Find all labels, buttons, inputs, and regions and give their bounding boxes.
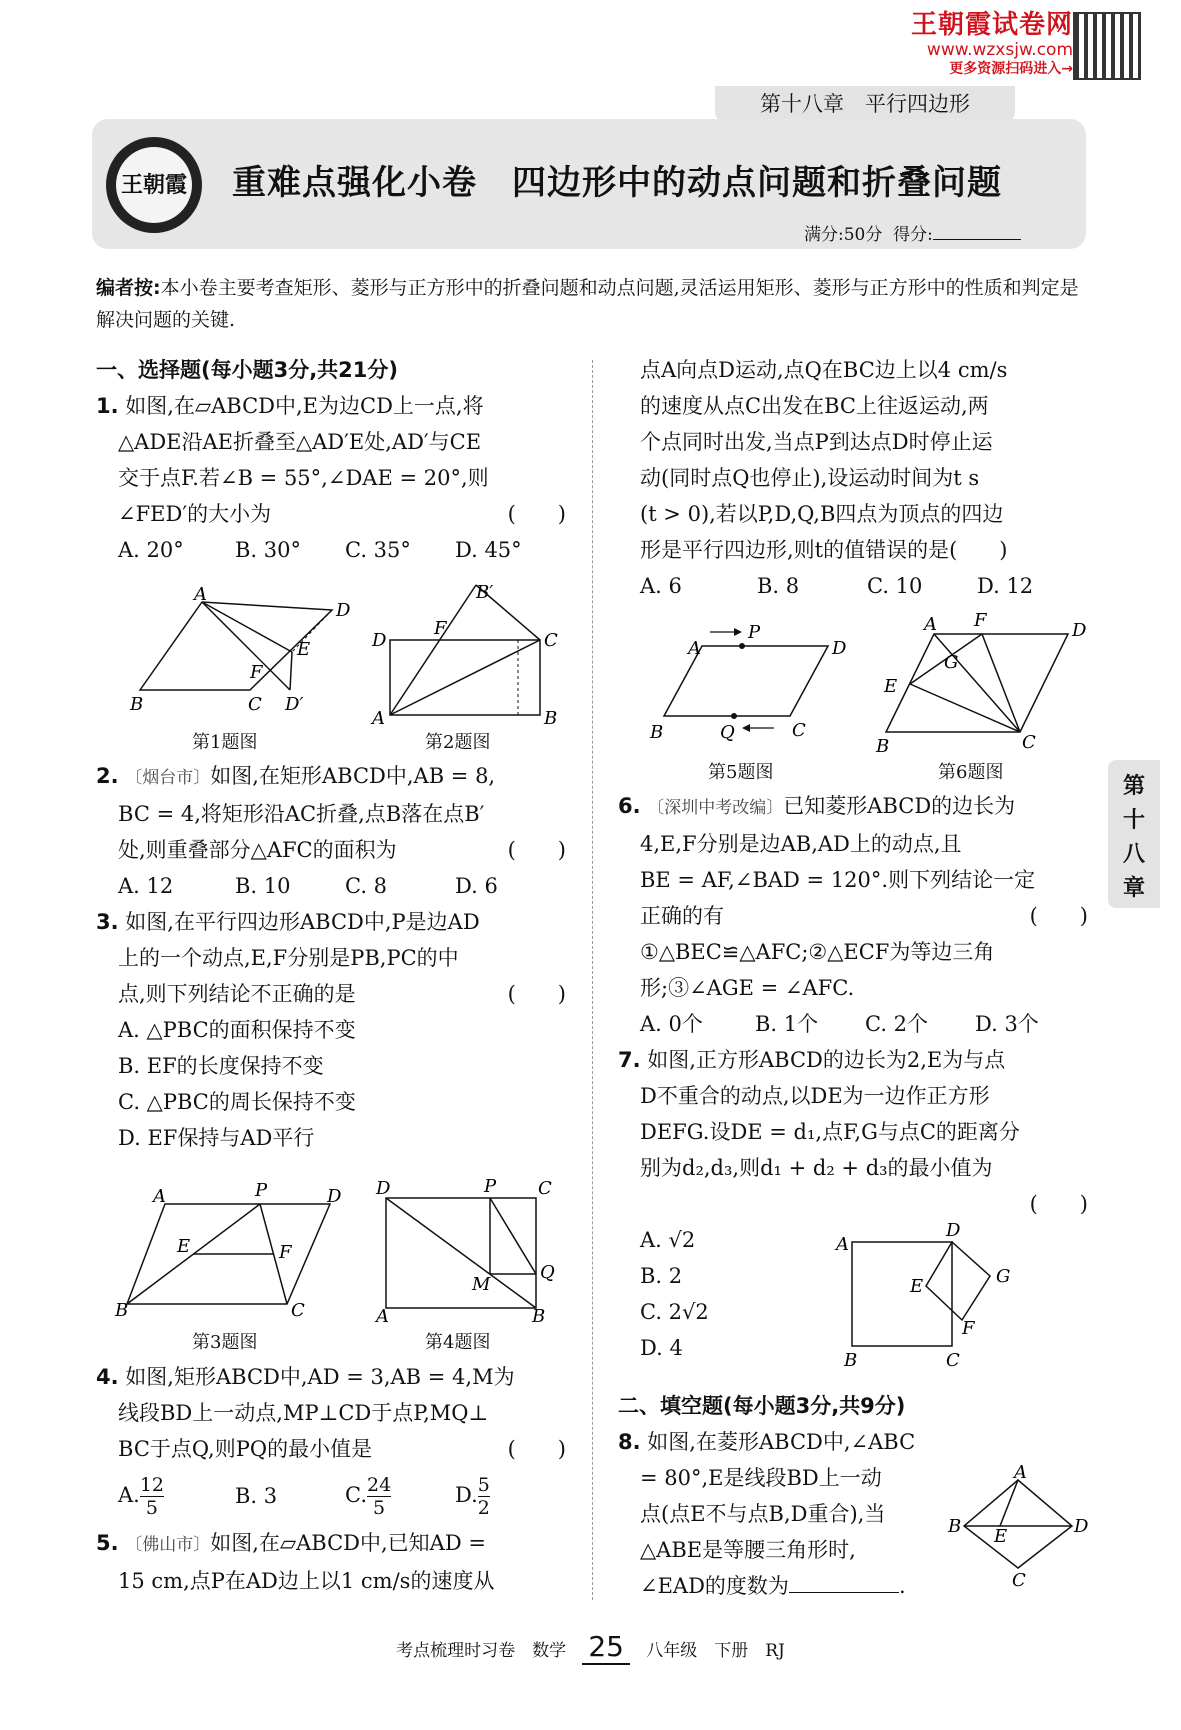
svg-text:C: C — [1022, 732, 1036, 753]
q6-line: ①△BEC≌△AFC;②△ECF为等边三角 — [640, 940, 995, 964]
figure-4 — [372, 1176, 572, 1327]
svg-text:G: G — [996, 1266, 1011, 1287]
svg-text:E: E — [297, 639, 311, 660]
q4-line: 如图,矩形ABCD中,AD = 3,AB = 4,M为 — [125, 1365, 515, 1389]
editor-note — [96, 272, 1088, 336]
chapter-header: 第十八章 平行四边形 — [715, 86, 1015, 122]
option[interactable]: C. 8 — [345, 874, 388, 898]
svg-text:C: C — [538, 1178, 552, 1199]
logo-seal-icon — [106, 137, 202, 233]
answer-paren[interactable]: ( ) — [507, 1437, 566, 1461]
figure-6-caption: 第6题图 — [938, 762, 1004, 783]
q7-line: DEFG.设DE = d₁,点F,G与点C的距离分 — [640, 1120, 1020, 1144]
svg-text:B: B — [650, 722, 664, 743]
svg-text:B: B — [948, 1516, 962, 1537]
section-fill-title: 二、填空题(每小题3分,共9分) — [618, 1394, 906, 1418]
figure-2 — [368, 580, 568, 729]
option[interactable]: D. 3个 — [975, 1012, 1039, 1036]
q5-line: 点A向点D运动,点Q在BC边上以4 cm/s — [640, 358, 1008, 382]
full-score: 满分:50分 — [804, 225, 883, 245]
svg-text:A: A — [836, 1234, 849, 1255]
svg-text:F: F — [250, 662, 263, 683]
q5-line: (t > 0),若以P,D,Q,B四点为顶点的四边 — [640, 502, 1004, 526]
q5-line: 如图,在▱ABCD中,已知AD = — [210, 1531, 486, 1555]
figure-8 — [948, 1462, 1089, 1591]
option[interactable]: B. EF的长度保持不变 — [118, 1054, 324, 1078]
question-1 — [96, 388, 566, 568]
numerator: 5 — [477, 1473, 490, 1496]
q5-line: 动(同时点Q也停止),设运动时间为t s — [640, 466, 980, 490]
option[interactable]: A. 0个 — [640, 1012, 703, 1036]
figure-5-caption: 第5题图 — [708, 762, 774, 783]
left-column-3 — [96, 1359, 566, 1599]
q8-number: 8. — [618, 1430, 641, 1454]
option[interactable]: A. √2 — [640, 1228, 696, 1252]
denominator: 5 — [145, 1496, 158, 1519]
option[interactable]: B. 10 — [235, 874, 291, 898]
svg-text:G: G — [944, 652, 959, 673]
figure-3-caption: 第3题图 — [192, 1332, 258, 1353]
logo-text: 王朝霞 — [116, 147, 192, 223]
column-divider — [592, 360, 593, 1600]
option[interactable]: C. 35° — [345, 538, 411, 562]
q7-line: D不重合的动点,以DE为一边作正方形 — [640, 1084, 990, 1108]
option[interactable]: D. 6 — [455, 874, 498, 898]
svg-text:A: A — [376, 1306, 389, 1327]
option[interactable]: D. 45° — [455, 538, 522, 562]
svg-text:D: D — [946, 1220, 961, 1241]
svg-text:P: P — [748, 622, 761, 643]
answer-paren[interactable]: ( ) — [507, 502, 566, 526]
q2-line: 处,则重叠部分△AFC的面积为 — [118, 838, 397, 862]
option[interactable]: B. 8 — [757, 574, 800, 598]
option[interactable]: D. 4 — [640, 1336, 683, 1360]
q4-line: 线段BD上一动点,MP⊥CD于点P,MQ⊥ — [118, 1401, 489, 1425]
score-blank[interactable] — [933, 223, 1021, 240]
q1-options — [96, 532, 566, 568]
side-chapter-tab[interactable] — [1108, 760, 1160, 908]
brand-tip: 更多资源扫码进入→ — [949, 61, 1073, 77]
option[interactable]: A. △PBC的面积保持不变 — [118, 1018, 356, 1042]
svg-text:E: E — [994, 1526, 1008, 1547]
svg-text:F: F — [434, 618, 447, 639]
q8-line: △ABE是等腰三角形时, — [640, 1538, 856, 1562]
answer-paren[interactable]: ( ) — [1029, 904, 1088, 928]
q6-line: 正确的有 — [640, 904, 724, 928]
figure-1 — [120, 584, 351, 720]
denominator: 5 — [373, 1496, 386, 1519]
option-letter: C. — [345, 1482, 367, 1507]
q4-number: 4. — [96, 1365, 119, 1389]
option[interactable]: D. 12 — [977, 574, 1034, 598]
q6-line: BE = AF,∠BAD = 120°.则下列结论一定 — [640, 868, 1036, 892]
q5-line: 形是平行四边形,则t的值错误的是( ) — [640, 538, 1008, 562]
option[interactable] — [345, 1474, 455, 1519]
q7-number: 7. — [618, 1048, 641, 1072]
svg-text:A: A — [924, 614, 937, 635]
rhombus-abcd — [964, 1480, 1072, 1568]
q1-line: ∠FED′的大小为 — [118, 502, 272, 526]
q6-line: 形;③∠AGE = ∠AFC. — [640, 976, 855, 1000]
q2-number: 2. — [96, 764, 119, 788]
q1-line: △ADE沿AE折叠至△AD′E处,AD′与CE — [118, 430, 482, 454]
q5-line: 的速度从点C出发在BC上往返运动,两 — [640, 394, 989, 418]
score-line — [804, 220, 1021, 245]
option[interactable]: C. 2√2 — [640, 1300, 709, 1324]
page-footer — [0, 1630, 1181, 1663]
svg-text:C: C — [248, 694, 262, 715]
question-3 — [96, 904, 566, 1156]
side-tab-char: 第 — [1122, 774, 1145, 799]
q6-line: 已知菱形ABCD的边长为 — [783, 794, 1016, 818]
svg-text:B′: B′ — [476, 582, 494, 603]
svg-text:D: D — [832, 638, 847, 659]
side-tab-char: 十 — [1122, 808, 1145, 833]
brand-url[interactable]: www.wzxsjw.com — [926, 40, 1073, 60]
svg-text:P: P — [255, 1180, 268, 1201]
option[interactable] — [118, 1474, 235, 1519]
svg-text:B: B — [544, 708, 558, 729]
svg-text:C: C — [946, 1350, 960, 1371]
svg-text:F: F — [974, 610, 987, 631]
section-choice-title: 一、选择题(每小题3分,共21分) — [96, 358, 399, 382]
svg-text:M: M — [472, 1274, 491, 1295]
answer-paren[interactable]: ( ) — [507, 838, 566, 862]
option[interactable]: B. 1个 — [755, 1012, 819, 1036]
option-letter: A. — [118, 1482, 140, 1507]
q4-line: BC于点Q,则PQ的最小值是 — [118, 1437, 373, 1461]
q2-source-tag: 〔烟台市〕 — [125, 768, 211, 788]
option[interactable]: B. 2 — [640, 1264, 683, 1288]
option[interactable]: B. 3 — [235, 1484, 278, 1508]
svg-text:D: D — [376, 1178, 391, 1199]
answer-paren[interactable]: ( ) — [507, 982, 566, 1006]
svg-text:D: D — [1074, 1516, 1089, 1537]
q3-line: 如图,在平行四边形ABCD中,P是边AD — [125, 910, 480, 934]
q6-line: 4,E,F分别是边AB,AD上的动点,且 — [640, 832, 962, 856]
figure-2-caption: 第2题图 — [425, 732, 491, 753]
svg-text:C: C — [1012, 1570, 1026, 1591]
svg-text:B: B — [876, 736, 890, 757]
option[interactable]: C. 2个 — [865, 1012, 929, 1036]
brand-name: 王朝霞试卷网 — [910, 10, 1073, 40]
option[interactable]: B. 30° — [235, 538, 302, 562]
q8-end: . — [898, 1574, 906, 1598]
option[interactable]: C. △PBC的周长保持不变 — [118, 1090, 356, 1114]
figure-5 — [650, 620, 860, 748]
page-number: 25 — [582, 1630, 630, 1665]
svg-text:A: A — [688, 638, 701, 659]
svg-text:A: A — [153, 1186, 166, 1207]
option[interactable]: D. EF保持与AD平行 — [118, 1126, 315, 1150]
numerator: 12 — [139, 1473, 165, 1496]
q6-number: 6. — [618, 794, 641, 818]
q8-line: = 80°,E是线段BD上一动 — [640, 1466, 882, 1490]
figure-3 — [115, 1182, 345, 1322]
svg-text:B: B — [532, 1306, 546, 1327]
figure-7 — [830, 1220, 1030, 1370]
svg-text:C: C — [291, 1300, 305, 1321]
svg-text:B: B — [844, 1350, 858, 1371]
q1-number: 1. — [96, 394, 119, 418]
q1-line: 如图,在▱ABCD中,E为边CD上一点,将 — [125, 394, 484, 418]
note-label: 编者按: — [96, 277, 161, 299]
right-column — [618, 352, 1088, 604]
left-column-2 — [96, 758, 566, 1156]
q3-line: 点,则下列结论不正确的是 — [118, 982, 356, 1006]
svg-text:E: E — [884, 676, 898, 697]
option[interactable] — [455, 1474, 490, 1519]
figure-1-caption: 第1题图 — [192, 732, 258, 753]
q5-number: 5. — [96, 1531, 119, 1555]
side-tab-char: 八 — [1122, 842, 1145, 867]
svg-text:A: A — [194, 584, 207, 605]
q3-number: 3. — [96, 910, 119, 934]
q5-line: 15 cm,点P在AD边上以1 cm/s的速度从 — [118, 1569, 495, 1593]
question-5-start — [96, 1525, 566, 1599]
svg-text:C: C — [792, 720, 806, 741]
footer-left: 考点梳理时习卷 数学 — [396, 1641, 567, 1661]
svg-text:A: A — [372, 708, 385, 729]
q8-line: 如图,在菱形ABCD中,∠ABC — [647, 1430, 916, 1454]
svg-text:E: E — [910, 1276, 924, 1297]
q6-source-tag: 〔深圳中考改编〕 — [647, 798, 784, 818]
q5-line: 个点同时出发,当点P到达点D时停止运 — [640, 430, 993, 454]
svg-text:F: F — [962, 1318, 975, 1339]
side-tab-char: 章 — [1122, 876, 1145, 901]
denominator: 2 — [477, 1496, 490, 1519]
footer-right: 八年级 下册 RJ — [646, 1641, 785, 1661]
svg-text:A: A — [1014, 1462, 1027, 1483]
answer-blank[interactable] — [789, 1592, 899, 1593]
q5-source-tag: 〔佛山市〕 — [125, 1535, 211, 1555]
q3-line: 上的一个动点,E,F分别是PB,PC的中 — [118, 946, 459, 970]
option[interactable]: A. 12 — [118, 874, 174, 898]
qr-code-icon[interactable] — [1073, 12, 1141, 80]
q2-line: BC = 4,将矩形沿AC折叠,点B落在点B′ — [118, 802, 485, 826]
svg-text:F: F — [279, 1242, 292, 1263]
option[interactable]: C. 10 — [867, 574, 923, 598]
q7-line: 如图,正方形ABCD的边长为2,E为与点 — [647, 1048, 1006, 1072]
svg-text:Q: Q — [540, 1262, 555, 1283]
q2-line: 如图,在矩形ABCD中,AB = 8, — [210, 764, 496, 788]
svg-text:D′: D′ — [285, 694, 304, 715]
svg-text:C: C — [544, 630, 558, 651]
numerator: 24 — [367, 1473, 392, 1496]
square-defg — [926, 1242, 990, 1320]
question-6 — [618, 788, 1088, 1042]
svg-text:D: D — [336, 600, 351, 621]
q7-line: 别为d₂,d₃,则d₁ + d₂ + d₃的最小值为 — [640, 1156, 993, 1180]
option[interactable]: A. 20° — [118, 538, 184, 562]
left-column — [96, 352, 566, 568]
score-label: 得分: — [893, 225, 933, 245]
answer-paren[interactable]: ( ) — [1029, 1192, 1088, 1216]
figure-4-caption: 第4题图 — [425, 1332, 491, 1353]
q8-line: 点(点E不与点B,D重合),当 — [640, 1502, 886, 1526]
svg-text:D: D — [327, 1186, 342, 1207]
svg-text:B: B — [115, 1300, 129, 1321]
svg-text:E: E — [177, 1236, 191, 1257]
svg-text:D: D — [1072, 620, 1087, 641]
figure-6 — [872, 610, 1087, 758]
option-letter: D. — [455, 1482, 478, 1507]
square-abcd — [852, 1242, 952, 1346]
note-text: 本小卷主要考查矩形、菱形与正方形中的折叠问题和动点问题,灵活运用矩形、菱形与正方形中的性质和判定是解决问题的关键. — [96, 277, 1079, 331]
q1-line: 交于点F.若∠B = 55°,∠DAE = 20°,则 — [118, 466, 489, 490]
svg-text:Q: Q — [720, 722, 735, 743]
question-4 — [96, 1359, 566, 1525]
svg-text:D: D — [372, 630, 387, 651]
svg-text:P: P — [484, 1176, 497, 1197]
page-title: 重难点强化小卷 四边形中的动点问题和折叠问题 — [232, 163, 1002, 203]
q8-line: ∠EAD的度数为 — [640, 1574, 789, 1598]
question-2 — [96, 758, 566, 904]
svg-text:B: B — [130, 694, 144, 715]
option[interactable]: A. 6 — [640, 574, 682, 598]
brand-block — [911, 10, 1073, 78]
